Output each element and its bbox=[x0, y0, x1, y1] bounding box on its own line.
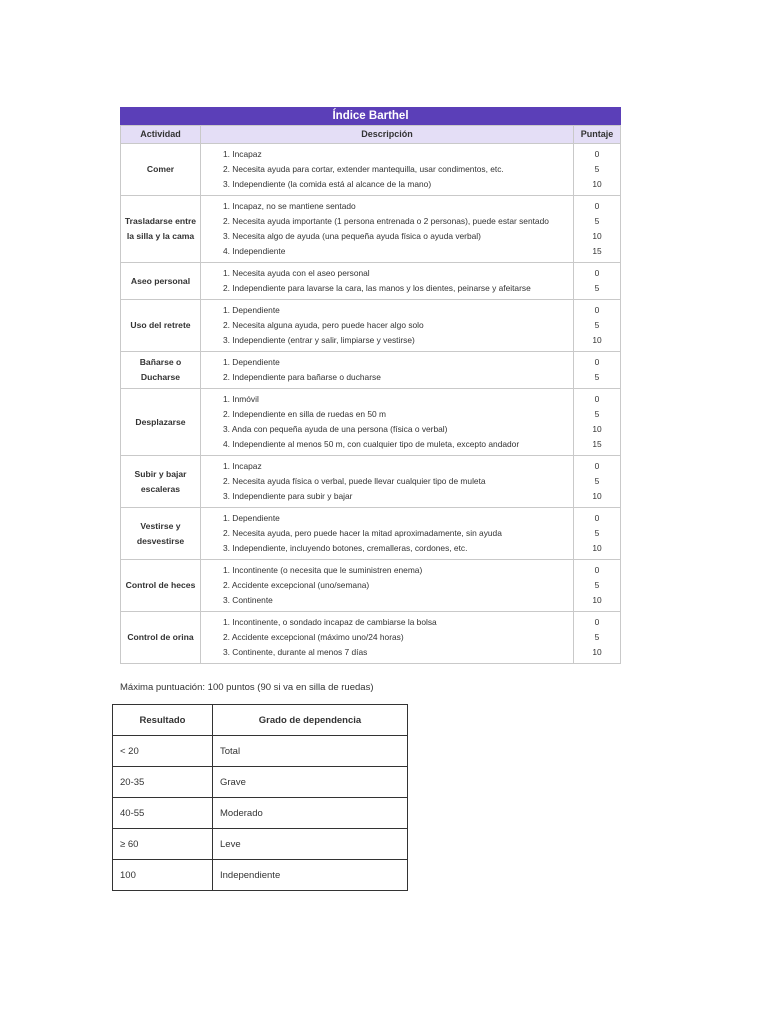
activity-cell: Control de heces bbox=[121, 560, 201, 612]
description-item: 2. Necesita ayuda, pero puede hacer la mitad aproximadamente, sin ayuda bbox=[223, 528, 502, 538]
table-row bbox=[121, 389, 621, 456]
score-value: 5 bbox=[594, 216, 600, 226]
description-item: 1. Dependiente bbox=[223, 357, 280, 367]
activity-cell: Comer bbox=[121, 144, 201, 196]
description-item: 1. Necesita ayuda con el aseo personal bbox=[223, 268, 370, 278]
table-row bbox=[121, 456, 621, 508]
description-item: 1. Dependiente bbox=[223, 305, 280, 315]
score-cell bbox=[574, 144, 621, 196]
table-row bbox=[121, 508, 621, 560]
score-value: 10 bbox=[592, 231, 602, 241]
result-header-row bbox=[113, 705, 408, 736]
grade-cell: Moderado bbox=[213, 798, 408, 829]
score-value: 15 bbox=[592, 439, 602, 449]
table-row bbox=[113, 798, 408, 829]
table-row bbox=[121, 144, 621, 196]
header-activity: Actividad bbox=[121, 126, 201, 144]
score-value: 0 bbox=[594, 461, 600, 471]
header-description: Descripción bbox=[201, 126, 574, 144]
description-item: 3. Necesita algo de ayuda (una pequeña ayuda física o ayuda verbal) bbox=[223, 231, 481, 241]
activity-cell: Subir y bajar escaleras bbox=[121, 456, 201, 508]
score-value: 10 bbox=[592, 647, 602, 657]
score-value: 5 bbox=[594, 528, 600, 538]
table-row bbox=[113, 860, 408, 891]
score-value: 10 bbox=[592, 491, 602, 501]
score-value: 5 bbox=[594, 476, 600, 486]
score-value: 5 bbox=[594, 320, 600, 330]
description-item: 2. Necesita alguna ayuda, pero puede hacer algo solo bbox=[223, 320, 424, 330]
score-cell bbox=[574, 300, 621, 352]
activity-cell: Desplazarse bbox=[121, 389, 201, 456]
score-value: 5 bbox=[594, 372, 600, 382]
score-value: 5 bbox=[594, 164, 600, 174]
result-cell: 20-35 bbox=[113, 767, 213, 798]
description-item: 3. Independiente para subir y bajar bbox=[223, 491, 353, 501]
description-cell bbox=[201, 144, 574, 196]
dependency-grade-table bbox=[112, 704, 408, 891]
score-value: 10 bbox=[592, 335, 602, 345]
header-score: Puntaje bbox=[574, 126, 621, 144]
table-row bbox=[121, 300, 621, 352]
description-cell bbox=[201, 389, 574, 456]
table-row bbox=[113, 736, 408, 767]
description-cell bbox=[201, 300, 574, 352]
score-value: 0 bbox=[594, 305, 600, 315]
description-cell bbox=[201, 456, 574, 508]
description-cell bbox=[201, 352, 574, 389]
score-value: 10 bbox=[592, 424, 602, 434]
score-cell bbox=[574, 352, 621, 389]
result-cell: 100 bbox=[113, 860, 213, 891]
score-cell bbox=[574, 389, 621, 456]
table-row bbox=[121, 560, 621, 612]
score-value: 5 bbox=[594, 283, 600, 293]
score-value: 10 bbox=[592, 595, 602, 605]
score-value: 10 bbox=[592, 179, 602, 189]
result-cell: 40-55 bbox=[113, 798, 213, 829]
activity-cell: Bañarse o Ducharse bbox=[121, 352, 201, 389]
activity-cell: Uso del retrete bbox=[121, 300, 201, 352]
description-cell bbox=[201, 560, 574, 612]
description-item: 4. Independiente al menos 50 m, con cualquier tipo de muleta, excepto andador bbox=[223, 439, 520, 449]
score-value: 0 bbox=[594, 357, 600, 367]
description-item: 3. Continente, durante al menos 7 días bbox=[223, 647, 368, 657]
activity-cell: Control de orina bbox=[121, 612, 201, 664]
description-item: 4. Independiente bbox=[223, 246, 286, 256]
score-cell bbox=[574, 508, 621, 560]
score-value: 0 bbox=[594, 268, 600, 278]
score-value: 0 bbox=[594, 617, 600, 627]
table-row bbox=[121, 352, 621, 389]
description-item: 1. Inmóvil bbox=[223, 394, 259, 404]
description-item: 1. Incontinente, o sondado incapaz de cambiarse la bolsa bbox=[223, 617, 437, 627]
description-item: 3. Anda con pequeña ayuda de una persona (física o verbal) bbox=[223, 424, 448, 434]
description-item: 1. Incontinente (o necesita que le suministren enema) bbox=[223, 565, 423, 575]
grade-cell: Total bbox=[213, 736, 408, 767]
score-cell bbox=[574, 456, 621, 508]
description-item: 3. Independiente (la comida está al alcance de la mano) bbox=[223, 179, 432, 189]
description-cell bbox=[201, 508, 574, 560]
description-item: 2. Independiente en silla de ruedas en 50 m bbox=[223, 409, 386, 419]
description-item: 3. Continente bbox=[223, 595, 273, 605]
score-value: 0 bbox=[594, 149, 600, 159]
description-item: 2. Accidente excepcional (uno/semana) bbox=[223, 580, 370, 590]
score-value: 10 bbox=[592, 543, 602, 553]
score-value: 5 bbox=[594, 580, 600, 590]
header-grade: Grado de dependencia bbox=[213, 705, 408, 736]
result-cell: < 20 bbox=[113, 736, 213, 767]
description-item: 3. Independiente, incluyendo botones, cremalleras, cordones, etc. bbox=[223, 543, 468, 553]
activity-cell: Aseo personal bbox=[121, 263, 201, 300]
score-value: 0 bbox=[594, 565, 600, 575]
score-cell bbox=[574, 560, 621, 612]
max-score-note: Máxima puntuación: 100 puntos (90 si va en silla de ruedas) bbox=[120, 682, 374, 693]
table-row bbox=[121, 196, 621, 263]
table-row bbox=[113, 829, 408, 860]
score-cell bbox=[574, 263, 621, 300]
description-item: 2. Independiente para lavarse la cara, las manos y los dientes, peinarse y afeitarse bbox=[223, 283, 531, 293]
description-item: 3. Independiente (entrar y salir, limpiarse y vestirse) bbox=[223, 335, 415, 345]
description-item: 2. Independiente para bañarse o ducharse bbox=[223, 372, 381, 382]
description-item: 1. Dependiente bbox=[223, 513, 280, 523]
description-cell bbox=[201, 196, 574, 263]
table-row bbox=[121, 612, 621, 664]
description-item: 1. Incapaz bbox=[223, 461, 262, 471]
description-item: 2. Necesita ayuda para cortar, extender mantequilla, usar condimentos, etc. bbox=[223, 164, 504, 174]
score-value: 0 bbox=[594, 394, 600, 404]
score-value: 5 bbox=[594, 632, 600, 642]
description-item: 2. Accidente excepcional (máximo uno/24 horas) bbox=[223, 632, 404, 642]
score-value: 0 bbox=[594, 201, 600, 211]
description-cell bbox=[201, 263, 574, 300]
description-item: 1. Incapaz, no se mantiene sentado bbox=[223, 201, 356, 211]
grade-cell: Independiente bbox=[213, 860, 408, 891]
description-item: 1. Incapaz bbox=[223, 149, 262, 159]
barthel-header-row bbox=[121, 126, 621, 144]
table-row bbox=[121, 263, 621, 300]
barthel-index-table bbox=[120, 107, 621, 664]
table-row bbox=[113, 767, 408, 798]
grade-cell: Grave bbox=[213, 767, 408, 798]
grade-cell: Leve bbox=[213, 829, 408, 860]
score-value: 0 bbox=[594, 513, 600, 523]
barthel-title: Índice Barthel bbox=[120, 107, 621, 125]
description-item: 2. Necesita ayuda importante (1 persona entrenada o 2 personas), puede estar sentado bbox=[223, 216, 549, 226]
result-cell: ≥ 60 bbox=[113, 829, 213, 860]
score-value: 5 bbox=[594, 409, 600, 419]
activity-cell: Trasladarse entre la silla y la cama bbox=[121, 196, 201, 263]
description-item: 2. Necesita ayuda física o verbal, puede llevar cualquier tipo de muleta bbox=[223, 476, 486, 486]
score-cell bbox=[574, 196, 621, 263]
score-cell bbox=[574, 612, 621, 664]
score-value: 15 bbox=[592, 246, 602, 256]
header-result: Resultado bbox=[113, 705, 213, 736]
activity-cell: Vestirse y desvestirse bbox=[121, 508, 201, 560]
description-cell bbox=[201, 612, 574, 664]
